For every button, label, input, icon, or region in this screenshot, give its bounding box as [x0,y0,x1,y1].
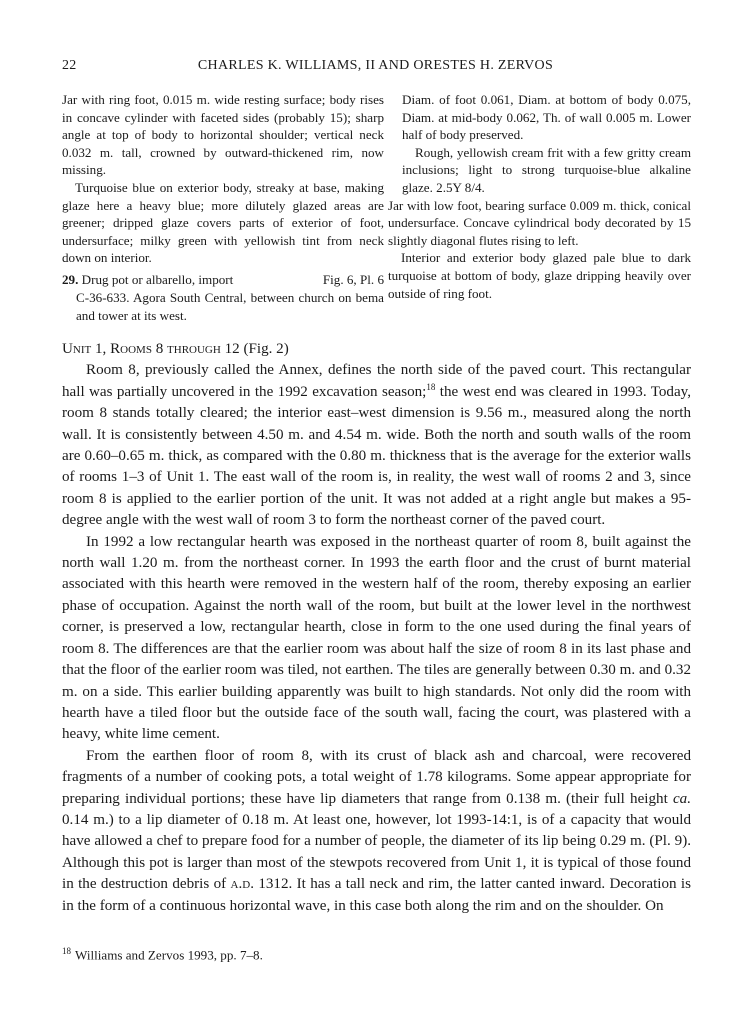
paragraph-text: From the earthen floor of room 8, with its crust of black ash and charcoal, were recovered fragments of a number of cooking pots, a total weight of 1.78 kilograms. Some appear appropriate for preparing individual portions; these have lip diameters that range from 0.138 m. (their full height [62,747,691,807]
entry-title: Drug pot or albarello, import [81,271,234,287]
catalogue-entry-heading [62,271,384,289]
catalogue-glaze-description: Turquoise blue on exterior body, streaky at base, making glaze here a heavy blue; more dilutely glazed areas are greener; dripped glaze covers parts of exterior of foot, undersurface; milky green with yellowish tint from neck down on interior. [62,179,384,266]
section-heading-title: Unit 1, Rooms 8 through 12 [62,341,240,357]
entry-fabric: Rough, yellowish cream frit with a few gritty cream inclusions; light to strong turquoise-blue alkaline glaze. 2.5Y 8/4. [402,144,691,195]
entry-dimensions: Diam. of foot 0.061, Diam. at bottom of body 0.075, Diam. at mid-body 0.062, Th. of wall 0.005 m. Lower half of body preserved. [402,92,691,143]
running-header [62,58,689,78]
entry-location: C-36-633. Agora South Central, between church on bema and tower at its west. [76,289,384,323]
paragraph-text: Room 8, previously called the Annex, defines the north side of the paved court. This rectangular hall was partially uncovered in the 1992 excavation season; [62,362,691,400]
entry-shape-description: Jar with low foot, bearing surface 0.009 m. thick, conical undersurface. Concave cylindrical body decorated by 15 slightly diagonal flutes rising to left. [388,197,691,248]
catalogue-left-column [62,91,384,324]
paragraph-cooking-pots [62,746,691,917]
paragraph-text: 0.14 m.) to a lip diameter of 0.18 m. At least one, however, lot 1993-14:1, is of a capacity that would have allowed a chef to prepare food for a number of people, the diameter of its lip being 0.29 m. (Pl. 9). Although this pot is larger than most of the stewpots recovered from Unit 1, it is typical of those found in the destruction debris of [62,811,691,893]
main-text [62,339,691,917]
running-head-authors: CHARLES K. WILLIAMS, II AND ORESTES H. ZERVOS [197,58,554,73]
era-abbreviation: a.d. [230,876,254,893]
section-heading [62,339,691,360]
page-number: 22 [62,58,77,73]
paragraph-room-8 [62,360,691,531]
entry-number: 29. [62,271,79,287]
footnote-marker: 18 [426,381,436,392]
footnote [62,946,263,963]
paragraph-text: 1312. It has a tall neck and rim, the latter canted inward. Decoration is in the form of a continuous horizontal wave, in this case both along the rim and on the shoulder. On [62,876,691,914]
catalogue-right-column [388,91,691,302]
paragraph-hearth: In 1992 a low rectangular hearth was exposed in the northeast quarter of room 8, built against the north wall 1.20 m. from the northeast corner. In 1993 the earth floor and the crust of burnt material associated with this hearth were removed in the western half of the room, thereby exposing an earlier phase of occupation. Against the north wall of the room, but built at the lower level in the northwest corner, is preserved a low, rectangular hearth, close in form to the one used during the final years of room 8. The differences are that the earlier room was about half the size of room 8 in its last phase and that the floor of the earlier room was tiled, not earthen. The tiles are generally between 0.30 m. and 0.32 m. on a side. This earlier building apparently was built to high standards. Not only did the room with hearth have a tiled floor but the outside face of the south wall, facing the court, was plastered with a heavy, white lime cement. [62,533,691,743]
section-heading-figref: (Fig. 2) [239,341,289,357]
paragraph-text: the west end was cleared in 1993. Today, room 8 stands totally cleared; the interior east–west dimension is 9.56 m., measured along the north wall. It is consistently between 4.50 m. and 4.54 m. wide. Both the north and south walls of the room are 0.60–0.65 m. thick, as compared with the 0.80 m. thickness that is the average for the exterior walls of rooms 1–3 of Unit 1. The east wall of the room is, in reality, the west wall of rooms 2 and 3, since room 8 is applied to the earlier portion of the unit. It was not added at a right angle but makes a 95-degree angle with the west wall of room 3 to form the northeast corner of the paved court. [62,383,691,529]
entry-figure-ref: Fig. 6, Pl. 6 [322,271,384,287]
footnote-number: 18 [62,946,71,956]
italic-abbreviation: ca. [672,790,691,807]
entry-glaze: Interior and exterior body glazed pale blue to dark turquoise at bottom of body, glaze dripping heavily over outside of ring foot. [388,250,691,301]
catalogue-description: Jar with ring foot, 0.015 m. wide resting surface; body rises in concave cylinder with faceted sides (probably 15); sharp angle at top of body to horizontal shoulder; vertical neck 0.032 m. tall, crowned by outward-thickened rim, now missing. [62,92,384,178]
footnote-text: Williams and Zervos 1993, pp. 7–8. [75,947,263,963]
